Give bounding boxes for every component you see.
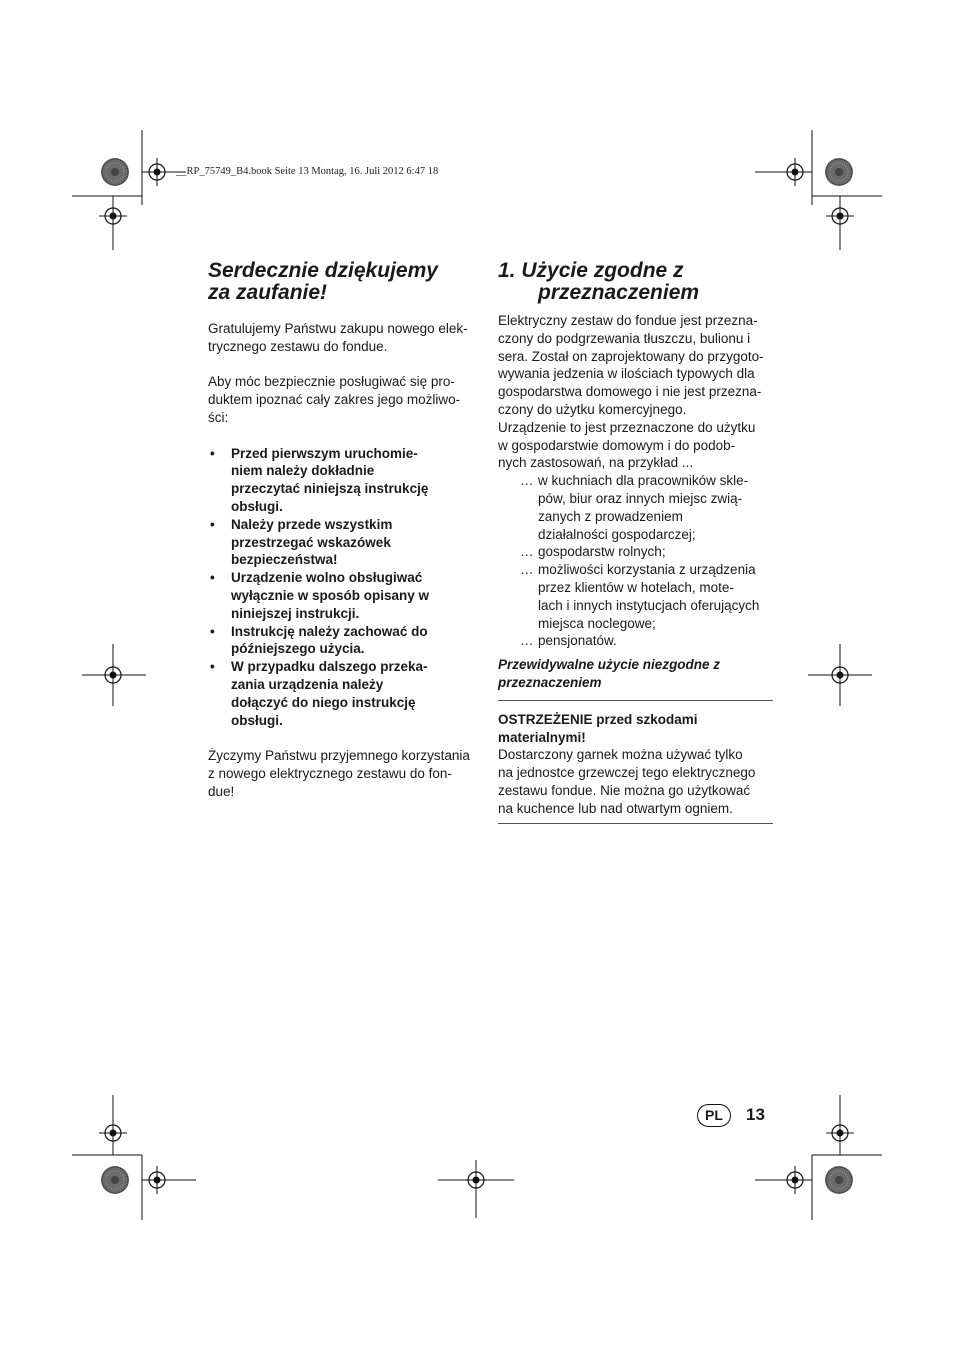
page-number: 13 <box>746 1105 765 1124</box>
usage-intro-paragraph: Aby móc bezpiecznie posługiwać się pro- duktem ipoznać cały zakres jego możliwo- ści: <box>208 374 461 425</box>
color-bar-bottom-right <box>825 1166 853 1194</box>
list-item: • Urządzenie wolno obsługiwać wyłącznie w sposób opisany w niniejszej instrukcji. <box>210 570 430 621</box>
intended-use-paragraph: Elektryczny zestaw do fondue jest przezna- czony do podgrzewania tłuszczu, bulionu i sera. Został on zaprojektowany do przygoto- wywania jedzenia w ilościach typowych dla gospodarstwa domowego i nie jest przezna- czony do użytku komercyjnego. Urządzenie to jest przeznaczone do użytku w gospodarstwie domowym i do podob- nych zastosowań, na przykład ... <box>498 313 764 471</box>
section-title: 1. Użycie zgodne z przeznaczeniem <box>498 259 700 304</box>
list-item: • Instrukcję należy zachować do późniejszego użycia. <box>210 623 428 657</box>
intro-paragraph: Gratulujemy Państwu zakupu nowego elek- trycznego zestawu do fondue. <box>208 321 468 354</box>
language-badge: PL <box>697 1104 731 1127</box>
right-column <box>498 260 773 824</box>
color-bar-top-left <box>101 158 129 186</box>
misuse-heading: Przewidywalne użycie niezgodne z przeznaczeniem <box>498 657 721 690</box>
color-bar-bottom-left <box>101 1166 129 1194</box>
list-item: • Przed pierwszym uruchomie- niem należy dokładnie przeczytać niniejszą instrukcję obsługi. <box>210 445 429 514</box>
closing-paragraph: Życzymy Państwu przyjemnego korzystania z nowego elektrycznego zestawu do fon- due! <box>208 748 470 799</box>
left-column <box>208 260 480 801</box>
list-item: … możliwości korzystania z urządzenia przez klientów w hotelach, mote- lach i innych instytucjach oferujących miejsca noclegowe; <box>520 562 760 631</box>
print-file-info: __RP_75749_B4.book Seite 13 Montag, 16. Juli 2012 6:47 18 <box>176 166 439 177</box>
thanks-title: Serdecznie dziękujemy za zaufanie! <box>208 259 438 304</box>
list-item: … pensjonatów. <box>520 633 617 649</box>
usage-list <box>498 472 773 650</box>
list-item: … w kuchniach dla pracowników skle- pów, biur oraz innych miejsc zwią- zanych z prowadzeniem działalności gospodarczej; <box>520 473 749 542</box>
list-item: … gospodarstw rolnych; <box>520 544 666 560</box>
list-item: • W przypadku dalszego przeka- zania urządzenia należy dołączyć do niego instrukcję obsługi. <box>210 659 428 728</box>
warning-bottom-rule <box>498 823 773 824</box>
list-item: • Należy przede wszystkim przestrzegać wskazówek bezpieczeństwa! <box>210 516 393 568</box>
warning-text: Dostarczony garnek można używać tylko na jednostce grzewczej tego elektrycznego zestawu fondue. Nie można go użytkować na kuchence lub nad otwartym ogniem. <box>498 747 756 816</box>
color-bar-top-right <box>825 158 853 186</box>
safety-bullet-list <box>208 445 480 730</box>
warning-title: OSTRZEŻENIE przed szkodami materialnymi! <box>498 711 698 745</box>
